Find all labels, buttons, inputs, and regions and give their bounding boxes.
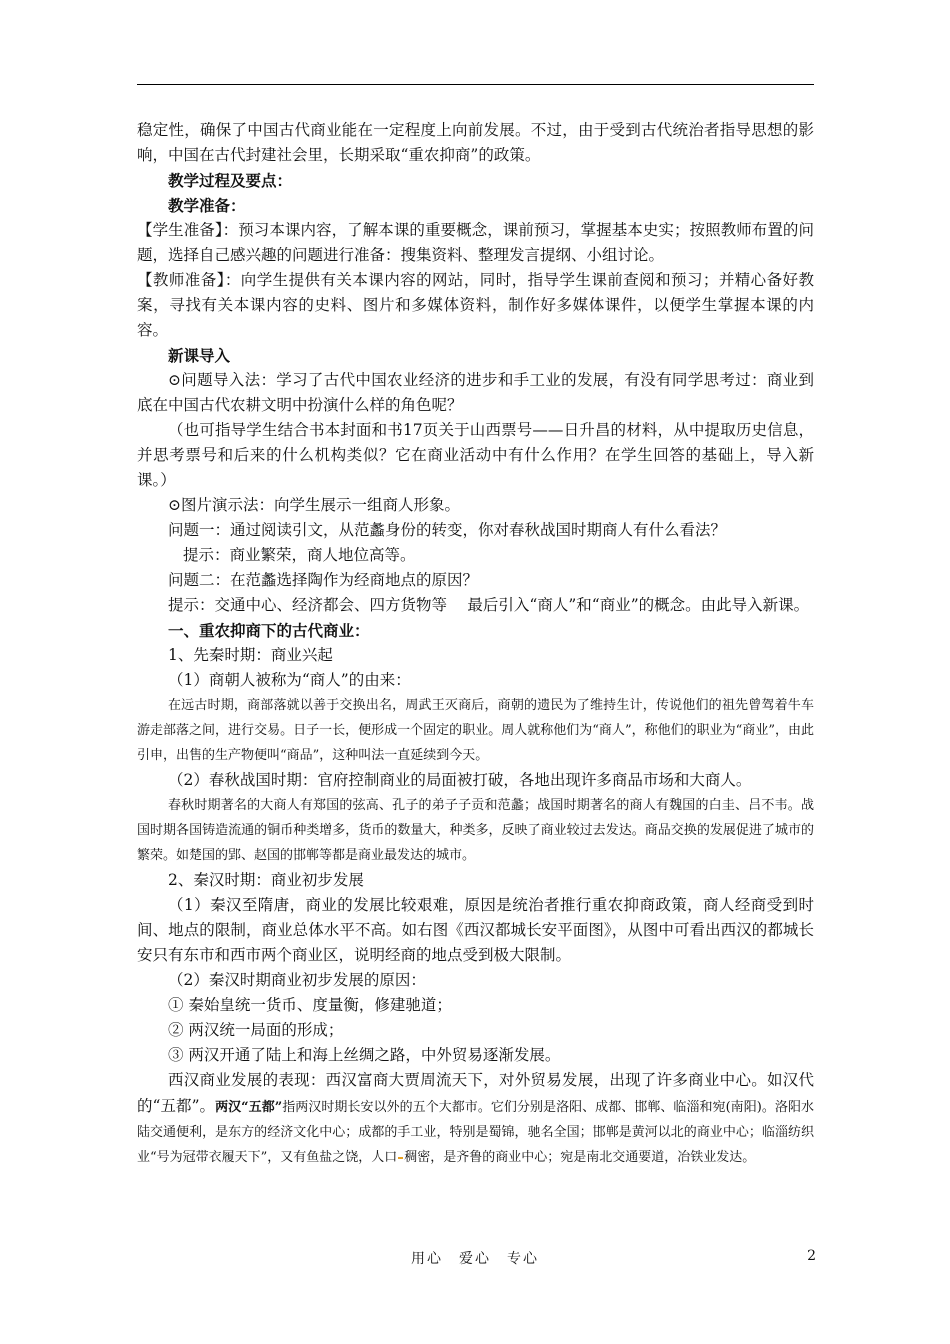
paragraph-continuation: 稳定性，确保了中国古代商业能在一定程度上向前发展。不过，由于受到古代统治者指导思想的影响，中国在古代封建社会里，长期采取“重农抑商”的政策。	[137, 121, 814, 164]
subheading-qin-han: 2、秦汉时期：商业初步发展	[168, 871, 364, 889]
subheading-shang-origin: （1）商朝人被称为“商人”的由来：	[168, 671, 411, 689]
five-capitals-bold: 两汉“五都”	[215, 1100, 283, 1115]
list-item-reason-2: ② 两汉统一局面的形成；	[168, 1021, 344, 1039]
paragraph-qin-han-difficulty: （1）秦汉至隋唐，商业的发展比较艰难，原因是统治者推行重农抑商政策，商人经商受到时间、地点的限制，商业总体水平不高。如右图《西汉都城长安平面图》，从图中可看出西汉的都城长安只有东市和西市两个商业区，说明经商的地点受到极大限制。	[137, 896, 814, 964]
heading-new-lesson-intro: 新课导入	[168, 346, 231, 365]
paragraph-teacher-prep: 【教师准备】：向学生提供有关本课内容的网站，同时，指导学生课前查阅和预习；并精心备好教案，寻找有关本课内容的史料、图片和多媒体资料，制作好多媒体课件，以便学生掌握本课的内容。	[137, 271, 814, 339]
five-capitals-lead: 西汉商业发展的表现：西汉富商大贾周流天下，对外贸易发展，出现了许多商业中心。如汉代的“五都”。	[137, 1071, 814, 1115]
footer-slogan: 用心 爱心 专心	[411, 1251, 539, 1267]
text-cursor-marker	[398, 1157, 403, 1159]
paragraph-student-prep: 【学生准备】：预习本课内容，了解本课的重要概念，课前预习，掌握基本史实；按照教师布置的问题，选择自己感兴趣的问题进行准备：搜集资料、整理发言提纲、小组讨论。	[137, 221, 814, 264]
list-item-reason-3: ③ 两汉开通了陆上和海上丝绸之路，中外贸易逐渐发展。	[168, 1046, 561, 1064]
subheading-qin-han-reasons: （2）秦汉时期商业初步发展的原因：	[168, 971, 426, 989]
paragraph-five-capitals	[137, 1068, 814, 1170]
five-capitals-tail: 稠密，是齐鲁的商业中心；宛是南北交通要道，冶铁业发达。	[404, 1150, 756, 1165]
five-capitals-body: 指两汉时期长安以外的五个大都市。它们分别是洛阳、成都、邯郸、临淄和宛(南阳)。洛阳水陆交通便利，是东方的经济文化中心；成都的手工业，特别是蜀锦，驰名全国；邯郸是黄河以北的商业中心；临淄纺织业“号为冠带衣履天下”，又有鱼盐之饶，人口	[137, 1100, 814, 1165]
paragraph-guidance-note: （也可指导学生结合书本封面和书17页关于山西票号——日升昌的材料，从中提取历史信息，并思考票号和后来的什么机构类似？它在商业活动中有什么作用？在学生回答的基础上，导入新课。）	[137, 421, 814, 489]
paragraph-picture-method: ⊙图片演示法：向学生展示一组商人形象。	[168, 496, 460, 514]
subheading-pre-qin: 1、先秦时期：商业兴起	[168, 646, 333, 664]
paragraph-spring-autumn: 春秋时期著名的大商人有郑国的弦高、孔子的弟子子贡和范蠡；战国时期著名的商人有魏国的白圭、吕不韦。战国时期各国铸造流通的铜币种类增多，货币的数量大，种类多，反映了商业较过去发达。商品交换的发展促进了城市的繁荣。如楚国的郢、赵国的邯郸等都是商业最发达的城市。	[137, 798, 814, 863]
paragraph-hint-one: 提示：商业繁荣，商人地位高等。	[183, 546, 416, 564]
paragraph-question-one: 问题一：通过阅读引文，从范蠡身份的转变，你对春秋战国时期商人有什么看法？	[168, 521, 727, 539]
page-content	[137, 118, 814, 1170]
subheading-spring-autumn: （2）春秋战国时期：官府控制商业的局面被打破，各地出现许多商品市场和大商人。	[168, 771, 752, 789]
header-rule	[137, 84, 814, 85]
heading-section-one: 一、重农抑商下的古代商业：	[168, 621, 370, 640]
heading-teaching-prep: 教学准备：	[168, 196, 246, 215]
list-item-reason-1: ① 秦始皇统一货币、度量衡，修建驰道；	[168, 996, 452, 1014]
paragraph-question-method: ⊙问题导入法：学习了古代中国农业经济的进步和手工业的发展，有没有同学思考过：商业到底在中国古代农耕文明中扮演什么样的角色呢？	[137, 371, 814, 414]
page-number: 2	[807, 1248, 816, 1264]
paragraph-question-two: 问题二：在范蠡选择陶作为经商地点的原因？	[168, 571, 479, 589]
paragraph-shang-origin: 在远古时期，商部落就以善于交换出名，周武王灭商后，商朝的遗民为了维持生计，传说他们的祖先曾驾着牛车游走部落之间，进行交易。日子一长，便形成一个固定的职业。周人就称他们为“商人”，称他们的职业为“商业”，由此引申，出售的生产物便叫“商品”，这种叫法一直延续到今天。	[137, 698, 814, 763]
heading-teaching-process: 教学过程及要点：	[168, 171, 293, 190]
paragraph-hint-two: 提示：交通中心、经济都会、四方货物等 最后引入“商人”和“商业”的概念。由此导入新课。	[168, 596, 810, 614]
